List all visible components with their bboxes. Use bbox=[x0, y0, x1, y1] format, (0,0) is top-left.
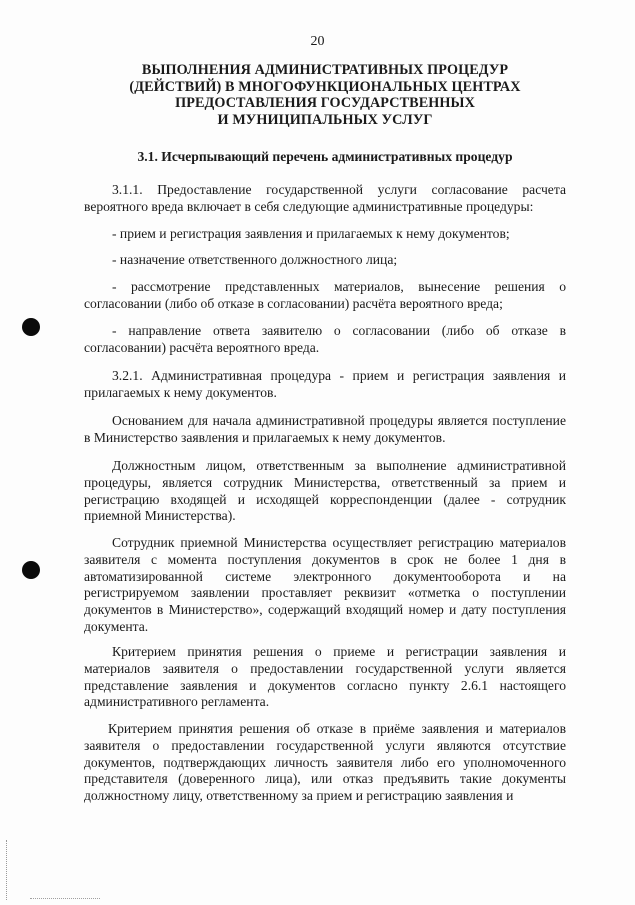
list-item: - назначение ответственного должностного лица; bbox=[112, 252, 398, 267]
list-item: - прием и регистрация заявления и прилагаемых к нему документов; bbox=[112, 226, 510, 241]
section-title-line: И МУНИЦИПАЛЬНЫХ УСЛУГ bbox=[217, 111, 433, 128]
paragraph: Критерием принятия решения об отказе в приёме заявления и материалов заявителя о предоставлении государственной услуги являются отсутствие документов, подтверждающих личность заявителя либо его уполномоченного представителя (доверенного лица), или отказ предъявить такие документы должностному лицу, ответственному за прием и регистрацию заявления и bbox=[84, 721, 566, 804]
scan-edge-mark bbox=[6, 840, 9, 900]
paragraph: Сотрудник приемной Министерства осуществляет регистрацию материалов заявителя с момента поступления документов в срок не более 1 дня в автоматизированной системе электронного документооборота и на регистрируемом заявлении проставляет реквизит «отметка о поступлении документов в Министерство», содержащий входящий номер и дату поступления документа. bbox=[84, 535, 566, 634]
section-title bbox=[80, 62, 570, 128]
list-item: - рассмотрение представленных материалов, вынесение решения о согласовании (либо об отказе в согласовании) расчёта вероятного вреда; bbox=[84, 279, 566, 311]
page-number: 20 bbox=[310, 34, 325, 49]
list-item: - направление ответа заявителю о согласовании (либо об отказе в согласовании) расчёта вероятного вреда. bbox=[84, 323, 566, 355]
paragraph: Критерием принятия решения о приеме и регистрации заявления и материалов заявителя о предоставлении государственной услуги является представление заявления и документов согласно пункту 2.6.1 настоящего административного регламента. bbox=[84, 644, 566, 710]
paragraph: 3.1.1. Предоставление государственной услуги согласование расчета вероятного вреда включает в себя следующие административные процедуры: bbox=[84, 182, 566, 214]
punch-hole-icon bbox=[22, 561, 40, 579]
section-title-line: ПРЕДОСТАВЛЕНИЯ ГОСУДАРСТВЕННЫХ bbox=[175, 95, 475, 111]
scan-bottom-mark bbox=[30, 898, 100, 900]
section-title-line: ВЫПОЛНЕНИЯ АДМИНИСТРАТИВНЫХ ПРОЦЕДУР bbox=[141, 62, 509, 78]
punch-hole-icon bbox=[22, 318, 40, 336]
section-title-line: (ДЕЙСТВИЙ) В МНОГОФУНКЦИОНАЛЬНЫХ ЦЕНТРАХ bbox=[129, 78, 521, 95]
paragraph: Должностным лицом, ответственным за выполнение административной процедуры, является сотрудник Министерства, ответственный за прием и регистрацию входящей и исходящей корреспонденции (далее - сотрудник приемной Министерства). bbox=[84, 458, 566, 524]
paragraph: 3.2.1. Административная процедура - прием и регистрация заявления и прилагаемых к нему документов. bbox=[84, 368, 566, 400]
subsection-title: 3.1. Исчерпывающий перечень административных процедур bbox=[137, 149, 513, 164]
paragraph: Основанием для начала административной процедуры является поступление в Министерство заявления и прилагаемых к нему документов. bbox=[84, 413, 566, 445]
